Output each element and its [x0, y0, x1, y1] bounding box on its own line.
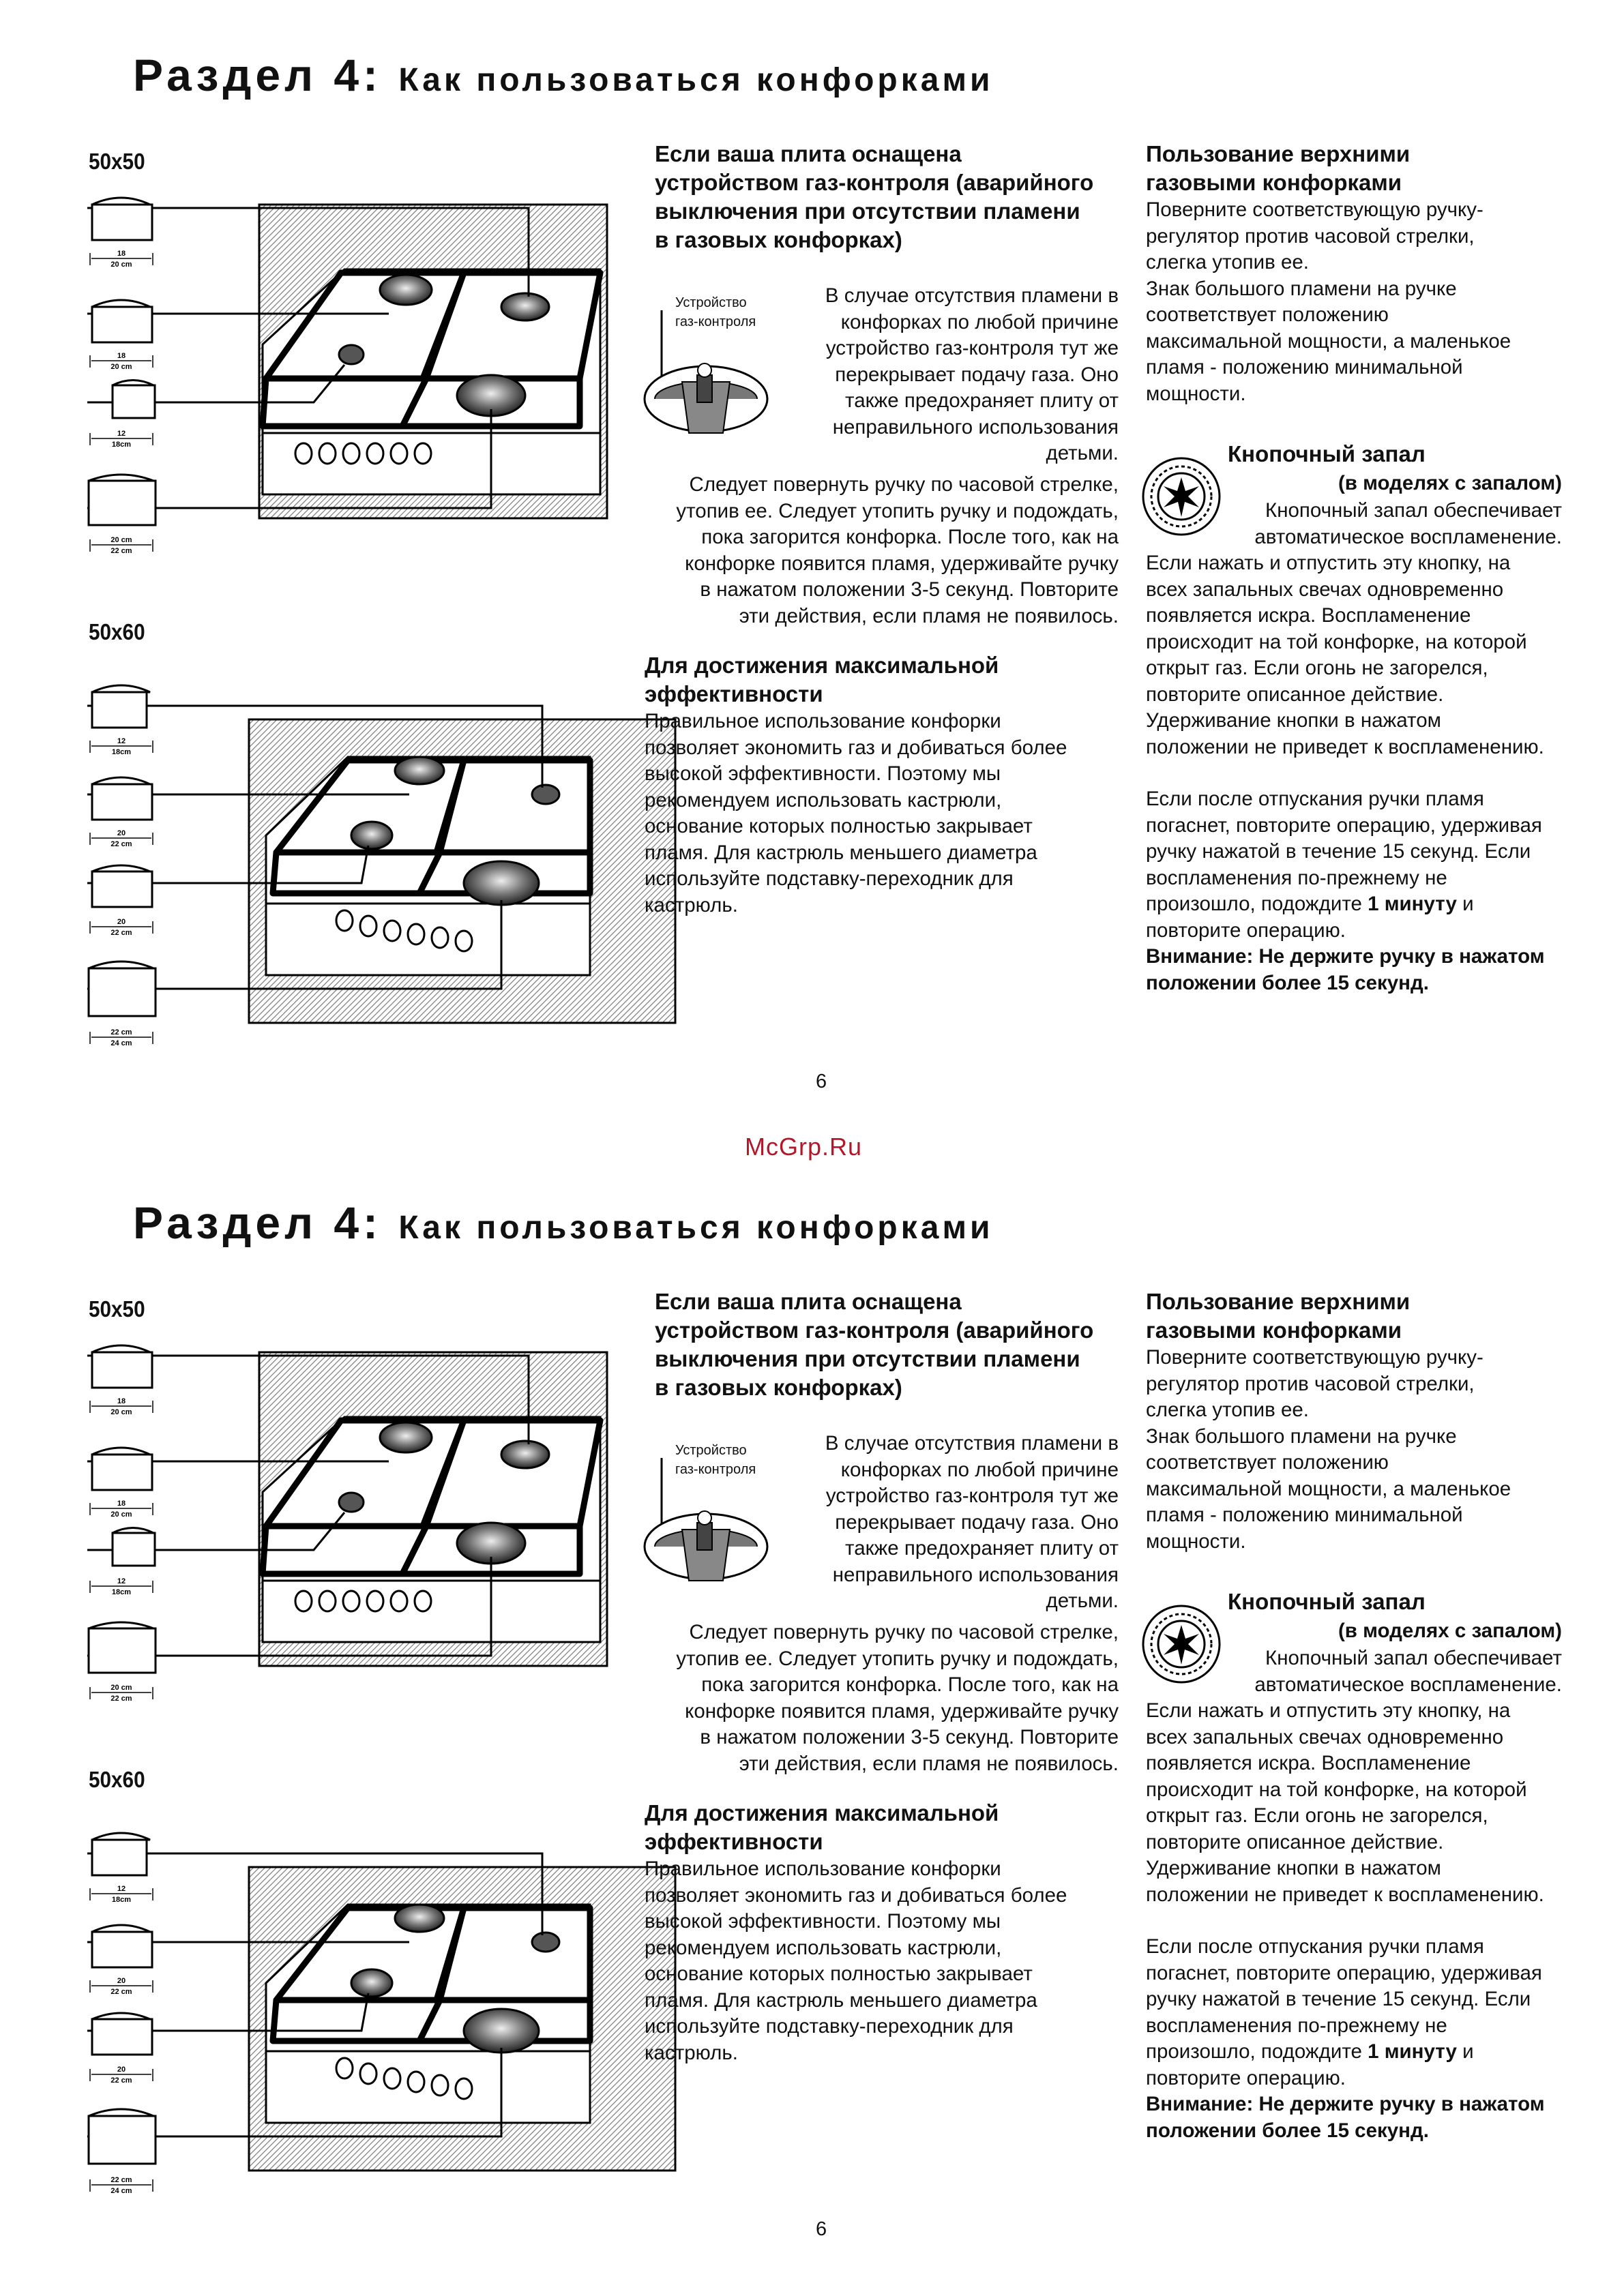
ignition-l9: Удерживание кнопки в нажатом: [1146, 709, 1441, 732]
efficiency-section: [645, 1799, 1122, 2066]
m5060-pan-size-text-2-2: 22 cm: [110, 840, 132, 848]
upper-l8: мощности.: [1146, 382, 1246, 405]
ignition-l3: Если нажать и отпустить эту кнопку, на: [1146, 1699, 1511, 1722]
ignition-subheading: (в моделях с запалом): [1338, 472, 1562, 494]
gas-control-heading-l3: выключения при отсутствии пламени: [655, 1346, 1080, 1371]
intro-l3: устройство газ-контроля тут же: [825, 337, 1119, 359]
device-label-l2: газ-контроля: [675, 314, 756, 329]
efficiency-l2: позволяет экономить газ и добиваться более: [645, 1883, 1067, 1907]
ignition-l1: Кнопочный запал обеспечивает: [1265, 499, 1562, 522]
m5060-pan-size-text-1-1: 12: [117, 737, 126, 745]
ignition-m2: погаснет, повторите операцию, удерживая: [1146, 814, 1542, 837]
intro-l1: В случае отсутствия пламени в: [825, 1432, 1119, 1455]
gas-control-heading: [655, 1287, 1132, 1402]
efficiency-l5: основание которых полностью закрывает: [645, 815, 1033, 837]
gas-control-heading-l3: выключения при отсутствии пламени: [655, 198, 1080, 224]
cooktop-illustration-50x50: [82, 174, 614, 555]
cooktop-illustration-50x50: [82, 1322, 614, 1703]
intro-l4: перекрывает подачу газа. Оно: [835, 1510, 1119, 1534]
upper-l1: Поверните соответствующую ручку-: [1146, 1346, 1483, 1369]
ignition-subheading: (в моделях с запалом): [1338, 1620, 1562, 1642]
model-label-50x60: 50x60: [89, 619, 145, 644]
m5060-pan-size-text-3-2: 22 cm: [110, 2076, 132, 2085]
ignition-l5: появляется искра. Воспламенение: [1146, 604, 1471, 627]
ignition-l2: автоматическое воспламенение.: [1254, 1673, 1562, 1696]
efficiency-l4: рекомендуем использовать кастрюли,: [645, 1936, 1002, 1959]
intro-l5: также предохраняет плиту от: [845, 389, 1119, 412]
gas-control-heading-l2: устройством газ-контроля (аварийного: [655, 170, 1094, 195]
m5050-pan-size-text-2-2: 20 cm: [110, 1510, 132, 1519]
page-number: 6: [816, 2218, 827, 2240]
body-l6: эти действия, если пламя не появилось.: [739, 604, 1119, 627]
upper-l7: пламя - положению минимальной: [1146, 1504, 1463, 1526]
m5050-pan-size-text-3-2: 18cm: [111, 1588, 132, 1596]
body-l3: пока загорится конфорка. После того, как на: [701, 1673, 1119, 1696]
m5060-pan-size-text-4-1: 22 cm: [110, 1028, 132, 1037]
gas-control-body: [641, 1620, 1119, 1777]
efficiency-l8: кастрюль.: [645, 893, 738, 916]
ignition-m6: повторите операцию.: [1146, 2066, 1346, 2089]
ignition-m2: погаснет, повторите операцию, удерживая: [1146, 1961, 1542, 1984]
intro-l4: перекрывает подачу газа. Оно: [835, 363, 1119, 386]
cooktop-illustration-50x60: [82, 1802, 614, 2198]
intro-l2: конфорках по любой причине: [840, 1458, 1119, 1481]
m5060-pan-size-text-1-2: 18cm: [111, 1896, 132, 1904]
m5050-pan-size-text-1-1: 18: [117, 1397, 126, 1405]
efficiency-l4: рекомендуем использовать кастрюли,: [645, 788, 1002, 811]
efficiency-l7: используйте подставку-переходник для: [645, 867, 1014, 890]
ignition-m5a: произошло, подождите: [1146, 893, 1362, 915]
m5060-pan-size-3: [90, 2066, 153, 2085]
ignition-m5b: 1 минуту: [1368, 893, 1457, 915]
efficiency-l1: Правильное использование конфорки: [645, 1858, 1001, 1880]
ignition-l8: повторите описанное действие.: [1146, 1830, 1444, 1853]
intro-l1: В случае отсутствия пламени в: [825, 284, 1119, 307]
m5060-pan-size-2: [90, 1977, 153, 1996]
ignition-m3: ручку нажатой в течение 15 секунд. Если: [1146, 840, 1531, 863]
body-l2: утопив ее. Следует утопить ручку и подождать,: [676, 499, 1119, 522]
intro-l7: детьми.: [1046, 442, 1119, 464]
upper-heading-l2: газовыми конфорками: [1146, 1317, 1402, 1343]
efficiency-l8: кастрюль.: [645, 2041, 738, 2064]
m5060-pan-size-text-3-1: 20: [117, 2066, 126, 2074]
m5060-pan-size-4: [90, 2176, 153, 2195]
body-l5: в нажатом положении 3-5 секунд. Повторите: [700, 578, 1119, 601]
m5060-pan-size-text-4-2: 24 cm: [110, 2187, 132, 2195]
gas-control-heading-l1: Если ваша плита оснащена: [655, 1289, 962, 1314]
efficiency-heading-l2: эффективности: [645, 681, 823, 706]
ignition-l8: повторите описанное действие.: [1146, 683, 1444, 706]
efficiency-l7: используйте подставку-переходник для: [645, 2015, 1014, 2038]
m5050-pan-size-2: [90, 352, 153, 371]
model-label-50x50: 50x50: [89, 149, 145, 174]
efficiency-l2: позволяет экономить газ и добиваться более: [645, 736, 1067, 759]
m5050-pan-size-text-4-1: 20 cm: [110, 536, 132, 544]
gas-control-body: [641, 472, 1119, 629]
gas-control-intro: [778, 1431, 1119, 1615]
m5060-pan-size-text-4-1: 22 cm: [110, 2176, 132, 2184]
upper-l6: максимальной мощности, а маленькое: [1146, 329, 1511, 353]
m5060-pan-size-3: [90, 918, 153, 937]
ignition-m6: повторите операцию.: [1146, 919, 1346, 942]
intro-l3: устройство газ-контроля тут же: [825, 1485, 1119, 1507]
gas-control-heading-l1: Если ваша плита оснащена: [655, 141, 962, 166]
m5060-pan-size-2: [90, 829, 153, 848]
ignition-l7: открыт газ. Если огонь не загорелся,: [1146, 1804, 1488, 1827]
m5050-pan-size-text-4-1: 20 cm: [110, 1684, 132, 1692]
upper-l2: регулятор против часовой стрелки,: [1146, 224, 1475, 248]
upper-heading-l2: газовыми конфорками: [1146, 170, 1402, 195]
page-title: [133, 49, 993, 101]
page-2: [0, 1148, 1624, 2295]
m5050-pan-size-text-1-2: 20 cm: [110, 1408, 132, 1416]
ignition-l5: появляется искра. Воспламенение: [1146, 1752, 1471, 1774]
efficiency-heading-l1: Для достижения максимальной: [645, 653, 999, 678]
body-l1: Следует повернуть ручку по часовой стрелке,: [689, 473, 1119, 496]
upper-burners-section: [1146, 1287, 1562, 1555]
model-label-50x60: 50x60: [89, 1767, 145, 1792]
upper-l5: соответствует положению: [1146, 303, 1389, 326]
efficiency-heading-l2: эффективности: [645, 1829, 823, 1854]
m5050-pan-size-text-1-2: 20 cm: [110, 260, 132, 269]
upper-heading-l1: Пользование верхними: [1146, 141, 1411, 166]
efficiency-l6: пламя. Для кастрюль меньшего диаметра: [645, 841, 1037, 864]
intro-l6: неправильного использования: [832, 1563, 1119, 1586]
ignition-l10: положении не приведет к воспламенению.: [1146, 1883, 1544, 1906]
m5060-pan-size-text-2-1: 20: [117, 829, 126, 837]
gas-control-intro: [778, 283, 1119, 467]
upper-l3: слегка утопив ее.: [1146, 1399, 1309, 1421]
gas-control-heading-l4: в газовых конфорках): [655, 227, 902, 252]
ignition-m4: воспламенения по-прежнему не: [1146, 866, 1447, 889]
m5060-pan-size-1: [90, 737, 153, 756]
m5050-pan-size-text-4-2: 22 cm: [110, 1695, 132, 1703]
intro-l5: также предохраняет плиту от: [845, 1537, 1119, 1560]
upper-l5: соответствует положению: [1146, 1451, 1389, 1474]
gas-control-heading-l2: устройством газ-контроля (аварийного: [655, 1317, 1094, 1343]
efficiency-l6: пламя. Для кастрюль меньшего диаметра: [645, 1988, 1037, 2012]
m5060-pan-size-text-3-1: 20: [117, 918, 126, 926]
m5050-pan-size-text-2-2: 20 cm: [110, 363, 132, 371]
ignition-warning-l2: положении более 15 секунд.: [1146, 971, 1429, 994]
model-label-50x50: 50x50: [89, 1296, 145, 1322]
upper-l4: Знак большого пламени на ручке: [1146, 277, 1457, 300]
upper-burners-section: [1146, 140, 1562, 407]
ignition-body: [1146, 1645, 1562, 2144]
ignition-m5c: и: [1462, 893, 1474, 915]
cooktop-illustration-50x60: [82, 655, 614, 1050]
m5050-pan-size-text-2-1: 18: [117, 352, 126, 360]
m5050-pan-size-1: [90, 250, 153, 269]
ignition-warning-l1: Внимание: Не держите ручку в нажатом: [1146, 945, 1545, 968]
body-l2: утопив ее. Следует утопить ручку и подождать,: [676, 1647, 1119, 1670]
ignition-l7: открыт газ. Если огонь не загорелся,: [1146, 657, 1488, 679]
m5050-pan-size-text-4-2: 22 cm: [110, 547, 132, 555]
m5060-pan-size-text-2-2: 22 cm: [110, 1988, 132, 1996]
ignition-heading: Кнопочный запал: [1228, 441, 1426, 466]
ignition-l1: Кнопочный запал обеспечивает: [1265, 1647, 1562, 1669]
ignition-m5: [1146, 2039, 1562, 2066]
title-prefix: Раздел 4:: [133, 50, 383, 100]
m5050-pan-size-text-3-1: 12: [117, 430, 126, 438]
ignition-m5b: 1 минуту: [1368, 2040, 1457, 2063]
efficiency-l3: высокой эффективности. Поэтому мы: [645, 762, 1001, 785]
ignition-l6: происходит на той конфорке, на которой: [1146, 1778, 1527, 1801]
page-title: [133, 1197, 993, 1249]
m5060-pan-size-text-1-1: 12: [117, 1885, 126, 1893]
efficiency-l3: высокой эффективности. Поэтому мы: [645, 1910, 1001, 1933]
upper-l4: Знак большого пламени на ручке: [1146, 1425, 1457, 1448]
upper-l6: максимальной мощности, а маленькое: [1146, 1477, 1511, 1500]
m5050-pan-size-4: [90, 536, 153, 555]
intro-l6: неправильного использования: [832, 415, 1119, 438]
body-l3: пока загорится конфорка. После того, как на: [701, 526, 1119, 548]
device-label-l1: Устройство: [675, 295, 747, 310]
ignition-m5c: и: [1462, 2040, 1474, 2063]
efficiency-section: [645, 651, 1122, 919]
body-l5: в нажатом положении 3-5 секунд. Повторите: [700, 1726, 1119, 1748]
watermark: McGrp.Ru: [745, 1133, 863, 1161]
gas-control-device-label: [675, 1441, 756, 1479]
ignition-l9: Удерживание кнопки в нажатом: [1146, 1857, 1441, 1879]
upper-l3: слегка утопив ее.: [1146, 251, 1309, 273]
m5060-pan-size-text-2-1: 20: [117, 1977, 126, 1985]
device-label-l2: газ-контроля: [675, 1462, 756, 1477]
ignition-warning-l2: положении более 15 секунд.: [1146, 2119, 1429, 2142]
m5060-pan-size-text-4-2: 24 cm: [110, 1039, 132, 1047]
intro-l2: конфорках по любой причине: [840, 310, 1119, 333]
ignition-l3: Если нажать и отпустить эту кнопку, на: [1146, 552, 1511, 574]
gas-control-heading: [655, 140, 1132, 254]
m5050-pan-size-text-3-2: 18cm: [111, 441, 132, 449]
title-main: Как пользоваться конфорками: [398, 62, 994, 98]
device-label-l1: Устройство: [675, 1443, 747, 1458]
ignition-m5: [1146, 891, 1562, 918]
intro-l7: детьми.: [1046, 1590, 1119, 1612]
efficiency-l1: Правильное использование конфорки: [645, 710, 1001, 732]
m5060-pan-size-text-3-2: 22 cm: [110, 929, 132, 937]
ignition-m4: воспламенения по-прежнему не: [1146, 2014, 1447, 2037]
ignition-body: [1146, 498, 1562, 996]
body-l4: конфорке появится пламя, удерживайте ручку: [685, 552, 1119, 575]
upper-l2: регулятор против часовой стрелки,: [1146, 1372, 1475, 1395]
gas-control-heading-l4: в газовых конфорках): [655, 1375, 902, 1400]
ignition-m5a: произошло, подождите: [1146, 2040, 1362, 2063]
m5060-pan-size-text-1-2: 18cm: [111, 748, 132, 756]
efficiency-l5: основание которых полностью закрывает: [645, 1963, 1033, 1985]
ignition-warning-l1: Внимание: Не держите ручку в нажатом: [1146, 2093, 1545, 2115]
m5050-pan-size-3: [90, 1577, 153, 1596]
gas-control-device-label: [675, 293, 756, 331]
m5050-pan-size-text-3-1: 12: [117, 1577, 126, 1585]
body-l1: Следует повернуть ручку по часовой стрелке,: [689, 1621, 1119, 1643]
m5050-pan-size-3: [90, 430, 153, 449]
ignition-heading: Кнопочный запал: [1228, 1589, 1426, 1614]
m5050-pan-size-text-1-1: 18: [117, 250, 126, 258]
m5050-pan-size-4: [90, 1684, 153, 1703]
upper-l1: Поверните соответствующую ручку-: [1146, 198, 1483, 221]
m5050-pan-size-text-2-1: 18: [117, 1500, 126, 1508]
m5050-pan-size-1: [90, 1397, 153, 1416]
ignition-l2: автоматическое воспламенение.: [1254, 525, 1562, 548]
title-prefix: Раздел 4:: [133, 1197, 383, 1248]
m5060-pan-size-4: [90, 1028, 153, 1047]
body-l4: конфорке появится пламя, удерживайте ручку: [685, 1699, 1119, 1723]
ignition-l4: всех запальных свечах одновременно: [1146, 578, 1504, 601]
efficiency-heading-l1: Для достижения максимальной: [645, 1800, 999, 1825]
upper-heading-l1: Пользование верхними: [1146, 1289, 1411, 1314]
ignition-m3: ручку нажатой в течение 15 секунд. Если: [1146, 1988, 1531, 2010]
m5050-pan-size-2: [90, 1500, 153, 1519]
ignition-l4: всех запальных свечах одновременно: [1146, 1725, 1504, 1748]
title-main: Как пользоваться конфорками: [398, 1210, 994, 1246]
ignition-m1: Если после отпускания ручки пламя: [1146, 788, 1484, 810]
upper-l8: мощности.: [1146, 1530, 1246, 1553]
m5060-pan-size-1: [90, 1885, 153, 1904]
ignition-m1: Если после отпускания ручки пламя: [1146, 1935, 1484, 1958]
page-number: 6: [816, 1071, 827, 1092]
ignition-l6: происходит на той конфорке, на которой: [1146, 630, 1527, 653]
ignition-l10: положении не приведет к воспламенению.: [1146, 735, 1544, 758]
body-l6: эти действия, если пламя не появилось.: [739, 1752, 1119, 1775]
upper-l7: пламя - положению минимальной: [1146, 356, 1463, 378]
